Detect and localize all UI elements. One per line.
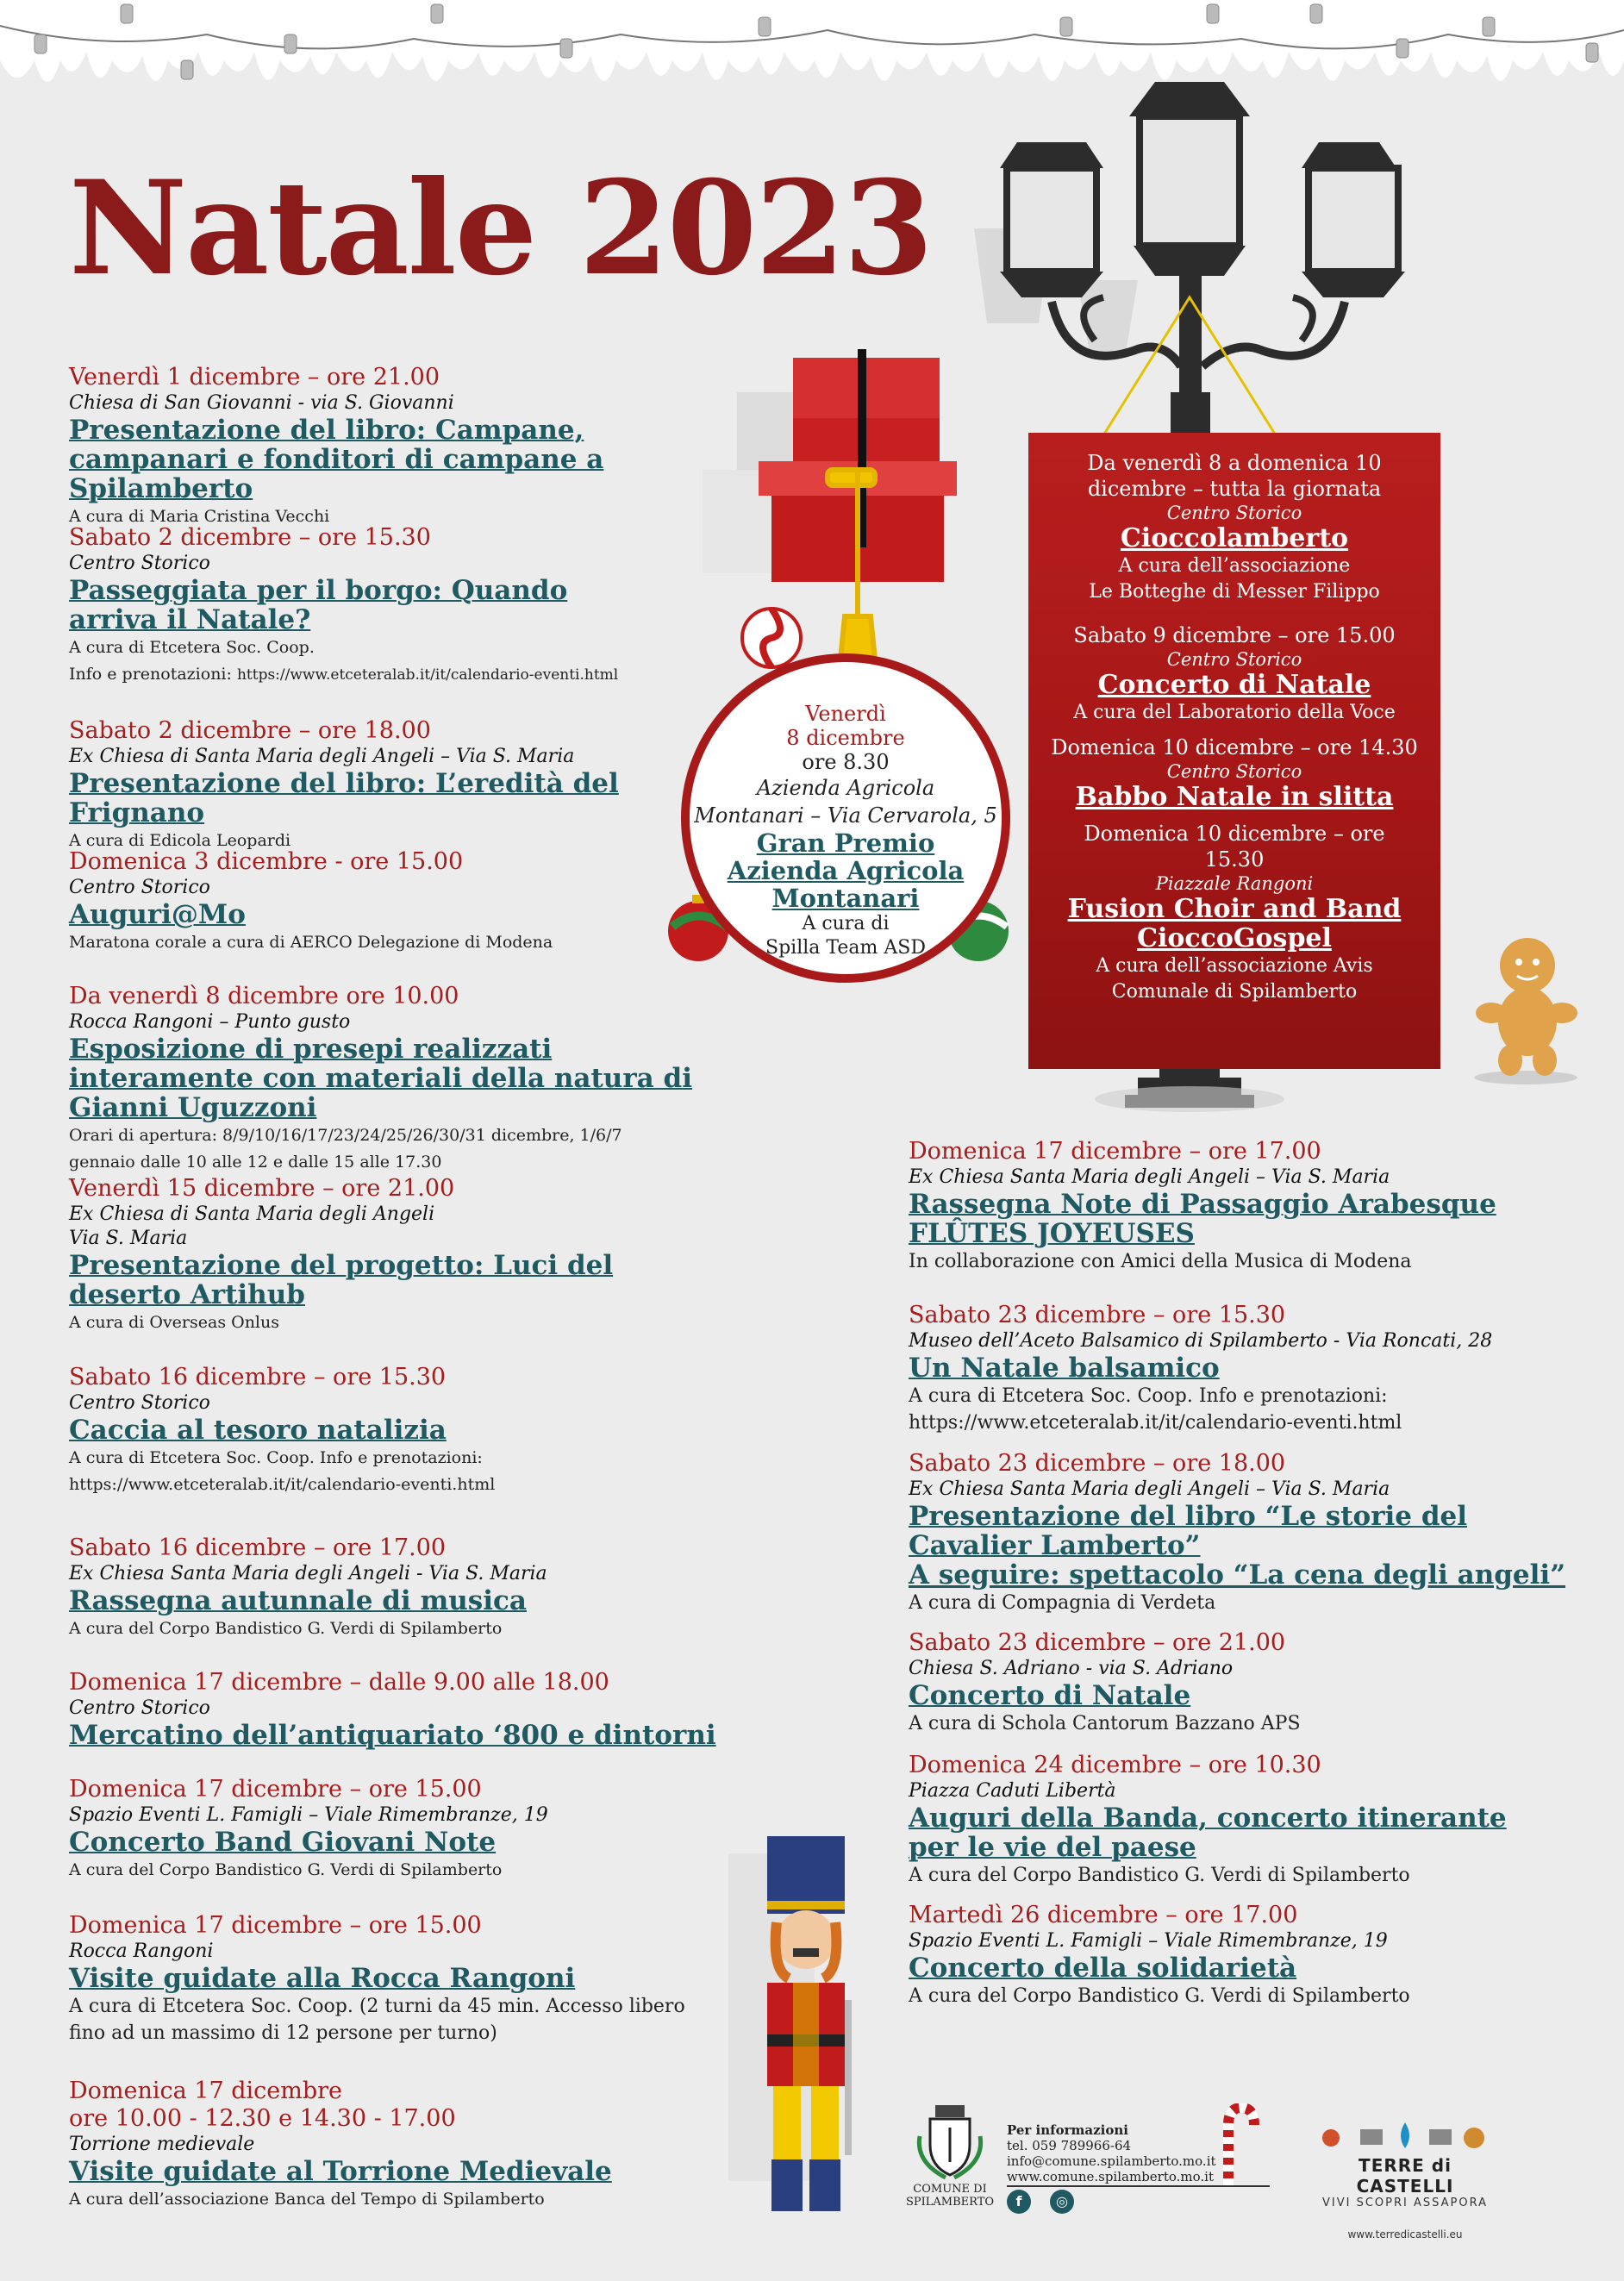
event-left-9	[69, 1669, 724, 1750]
event-location-street: Via S. Maria	[69, 1228, 188, 1249]
event-title-link[interactable]: Fusion Choir and Band CioccoGospel	[1067, 894, 1402, 953]
event-title-link[interactable]: Presentazione del libro: Campane, campanari e fonditori di campane a Spilamberto	[69, 415, 604, 504]
red-event-3	[1028, 734, 1440, 812]
event-title-link[interactable]: Concerto della solidarietà	[909, 1953, 1297, 1984]
comune-name: SPILAMBERTO	[905, 2196, 995, 2209]
event-day: Venerdì	[805, 702, 886, 726]
facebook-icon[interactable]: f	[1007, 2190, 1031, 2214]
red-events-panel	[1028, 433, 1440, 1069]
red-event-1	[1028, 450, 1440, 605]
coat-of-arms-icon	[911, 2102, 989, 2179]
event-title-link[interactable]: Presentazione del progetto: Luci del deserto Artihub	[69, 1250, 614, 1310]
comune-logo	[902, 2102, 998, 2209]
event-left-8	[69, 1534, 724, 1642]
info-url-link[interactable]: https://www.etceteralab.it/it/calendario-eventi.html	[236, 666, 619, 684]
event-location: Piazzale Rangoni	[1155, 873, 1314, 894]
event-date: Da venerdì 8 dicembre ore 10.00	[69, 983, 459, 1009]
event-title-link[interactable]: Esposizione di presepi realizzati interamente con materiali della natura di Gianni Uguzzoni	[69, 1034, 693, 1123]
info-url-link[interactable]: https://www.etceteralab.it/it/calendario-eventi.html	[909, 1412, 1402, 1434]
event-location: Centro Storico	[69, 877, 210, 898]
event-organizer: A cura del Laboratorio della Voce	[1073, 702, 1396, 723]
event-date: Sabato 16 dicembre – ore 17.00	[69, 1534, 447, 1561]
event-location: Centro Storico	[1166, 761, 1302, 782]
event-organizer-name: Le Botteghe di Messer Filippo	[1089, 581, 1380, 603]
event-title-link[interactable]: Concerto di Natale	[909, 1680, 1191, 1711]
event-organizer-name: Comunale di Spilamberto	[1111, 981, 1358, 1003]
info-url-link[interactable]: https://www.etceteralab.it/it/calendario-eventi.html	[69, 1475, 496, 1494]
website-link[interactable]: www.comune.spilamberto.mo.it	[1007, 2169, 1214, 2184]
event-organizer: A cura del Corpo Bandistico G. Verdi di Spilamberto	[909, 1985, 1410, 2007]
event-date: Venerdì 1 dicembre – ore 21.00	[69, 364, 440, 391]
candy-cane-icon	[1211, 2103, 1263, 2190]
event-location: Centro Storico	[1166, 503, 1302, 523]
event-location: Centro Storico	[69, 1697, 210, 1719]
event-location: Chiesa di San Giovanni - via S. Giovanni	[69, 392, 454, 414]
event-date: Domenica 17 dicembre	[69, 2078, 343, 2104]
event-location: Ex Chiesa Santa Maria degli Angeli – Via S. Maria	[909, 1478, 1390, 1500]
event-organizer: A cura di Edicola Leopardi	[69, 831, 291, 850]
event-title-link[interactable]: Auguri della Banda, concerto itinerante per le vie del paese	[909, 1803, 1507, 1863]
event-date: Sabato 23 dicembre – ore 18.00	[909, 1450, 1286, 1477]
event-location: Ex Chiesa di Santa Maria degli Angeli – Via S. Maria	[69, 746, 575, 767]
event-organizer: A cura di Compagnia di Verdeta	[909, 1592, 1216, 1614]
event-organizer: Spilla Team ASD	[765, 937, 926, 959]
event-time: ore 8.30	[802, 750, 890, 774]
event-title-link[interactable]: Babbo Natale in slitta	[1075, 782, 1394, 812]
event-date: Sabato 9 dicembre – ore 15.00	[1073, 623, 1396, 647]
event-date: Domenica 17 dicembre – dalle 9.00 alle 18.00	[69, 1669, 609, 1696]
terre-tagline: VIVI SCOPRI ASSAPORA	[1322, 2197, 1488, 2209]
event-left-1	[69, 364, 741, 530]
event-organizer: A cura di Etcetera Soc. Coop. Info e prenotazioni:	[909, 1385, 1388, 1407]
event-location: Museo dell’Aceto Balsamico di Spilamberto - Via Roncati, 28	[909, 1330, 1493, 1352]
event-title-link[interactable]: Passeggiata per il borgo: Quando arriva il Natale?	[69, 575, 568, 635]
event-left-7	[69, 1364, 724, 1498]
event-location: Piazza Caduti Libertà	[909, 1780, 1116, 1802]
event-location: Ex Chiesa Santa Maria degli Angeli – Via S. Maria	[909, 1166, 1390, 1188]
event-organizer: A cura dell’associazione	[1118, 555, 1351, 577]
event-location: Centro Storico	[69, 553, 210, 574]
event-left-5	[69, 983, 724, 1176]
page-title: Natale 2023	[69, 153, 932, 304]
comune-label: COMUNE DI	[913, 2183, 987, 2196]
event-organizer: A cura di Maria Cristina Vecchi	[69, 507, 330, 526]
event-title-link[interactable]: Concerto Band Giovani Note	[69, 1827, 497, 1858]
event-date: Da venerdì 8 a domenica 10 dicembre – tutta la giornata	[1087, 451, 1382, 501]
email-link[interactable]: info@comune.spilamberto.mo.it	[1007, 2153, 1216, 2169]
terre-name: TERRE di CASTELLI	[1356, 2155, 1454, 2197]
event-left-4	[69, 848, 724, 956]
event-title-link[interactable]: Caccia al tesoro natalizia	[69, 1415, 447, 1446]
event-organizer: A cura di Overseas Onlus	[69, 1313, 279, 1332]
event-date: Domenica 17 dicembre – ore 15.00	[69, 1912, 482, 1939]
event-left-12	[69, 2078, 724, 2213]
event-right-4	[909, 1629, 1581, 1737]
event-organizer: In collaborazione con Amici della Musica di Modena	[909, 1251, 1412, 1272]
featured-event-circle	[681, 653, 1010, 983]
event-date: Domenica 17 dicembre – ore 17.00	[909, 1138, 1321, 1165]
event-date: Domenica 10 dicembre – ore 15.30	[1084, 822, 1385, 872]
event-location: Rocca Rangoni – Punto gusto	[69, 1011, 351, 1033]
nutcracker-illustration	[720, 1828, 875, 2224]
gingerbread-man-illustration	[1465, 931, 1586, 1086]
event-right-5	[909, 1752, 1564, 1889]
event-date: Domenica 17 dicembre – ore 15.00	[69, 1776, 482, 1803]
event-right-6	[909, 1902, 1581, 2009]
event-title-link[interactable]: Presentazione del libro “Le storie del Cavalier Lamberto”	[909, 1501, 1467, 1561]
event-location: Chiesa S. Adriano - via S. Adriano	[909, 1658, 1234, 1679]
terre-castelli-icons	[1319, 2121, 1491, 2152]
event-date: Sabato 2 dicembre – ore 15.30	[69, 524, 431, 551]
event-location: Rocca Rangoni	[69, 1940, 214, 1962]
event-date: Sabato 23 dicembre – ore 21.00	[909, 1629, 1286, 1656]
event-date: Domenica 10 dicembre – ore 14.30	[1051, 735, 1418, 759]
event-location: Torrione medievale	[69, 2134, 255, 2155]
event-right-2	[909, 1302, 1581, 1436]
red-event-2	[1028, 622, 1440, 726]
info-label: Per informazioni	[1007, 2122, 1128, 2138]
terre-di-castelli-logo	[1310, 2121, 1500, 2240]
event-location: Azienda Agricola	[756, 776, 935, 800]
event-date: Sabato 23 dicembre – ore 15.30	[909, 1302, 1286, 1328]
event-title-link[interactable]: Rassegna autunnale di musica	[69, 1585, 527, 1616]
event-title-link[interactable]: Mercatino dell’antiquariato ‘800 e dintorni	[69, 1720, 716, 1751]
instagram-icon[interactable]: ◎	[1050, 2190, 1074, 2214]
event-date: Sabato 16 dicembre – ore 15.30	[69, 1364, 447, 1390]
event-location: Ex Chiesa Santa Maria degli Angeli - Via S. Maria	[69, 1563, 547, 1584]
event-left-10	[69, 1776, 724, 1884]
event-title-link[interactable]: Rassegna Note di Passaggio Arabesque FLÛTES JOYEUSES	[909, 1189, 1496, 1249]
event-address: Montanari – Via Cervarola, 5	[694, 803, 997, 828]
event-right-1	[909, 1138, 1581, 1275]
event-opening-hours: Orari di apertura: 8/9/10/16/17/23/24/25/26/30/31 dicembre, 1/6/7 gennaio dalle 10 alle 12 e dalle 15 alle 17.30	[69, 1126, 622, 1172]
event-organizer: A cura di Etcetera Soc. Coop. Info e prenotazioni:	[69, 1448, 483, 1467]
event-organizer: A cura di Etcetera Soc. Coop.	[69, 638, 315, 657]
event-date: Venerdì 15 dicembre – ore 21.00	[69, 1175, 455, 1202]
event-followup-link[interactable]: A seguire: spettacolo “La cena degli angeli”	[909, 1559, 1566, 1590]
event-organizer: A cura dell’associazione Banca del Tempo di Spilamberto	[69, 2190, 545, 2209]
event-organizer: A cura dell’associazione Avis	[1096, 955, 1373, 977]
event-title-link[interactable]: Un Natale balsamico	[909, 1353, 1220, 1384]
event-title-link[interactable]: Auguri@Mo	[69, 899, 246, 930]
event-organizer: A cura di Schola Cantorum Bazzano APS	[909, 1713, 1301, 1734]
event-title-link[interactable]: Visite guidate alla Rocca Rangoni	[69, 1963, 576, 1994]
event-location: Centro Storico	[69, 1392, 210, 1414]
event-time: ore 10.00 - 12.30 e 14.30 - 17.00	[69, 2105, 456, 2132]
event-title-link[interactable]: Concerto di Natale	[1097, 670, 1371, 700]
event-left-6	[69, 1175, 724, 1336]
event-left-3	[69, 717, 724, 854]
event-location: Ex Chiesa di Santa Maria degli Angeli	[69, 1203, 435, 1225]
event-organizer: A cura del Corpo Bandistico G. Verdi di Spilamberto	[69, 1619, 503, 1638]
event-right-3	[909, 1450, 1581, 1616]
event-title-link[interactable]: Presentazione del libro: L’eredità del Frignano	[69, 768, 619, 828]
event-date: Martedì 26 dicembre – ore 17.00	[909, 1902, 1298, 1928]
contact-info	[1007, 2122, 1216, 2184]
event-left-11	[69, 1912, 707, 2047]
event-organizer: A cura del Corpo Bandistico G. Verdi di Spilamberto	[909, 1865, 1410, 1886]
event-location: Spazio Eventi L. Famigli – Viale Rimembranze, 19	[909, 1930, 1388, 1952]
event-title-link[interactable]: Gran Premio Azienda Agricola Montanari	[727, 828, 965, 913]
event-date: Domenica 3 dicembre - ore 15.00	[69, 848, 464, 875]
event-title-link[interactable]: Visite guidate al Torrione Medievale	[69, 2156, 612, 2187]
event-date: 8 dicembre	[786, 726, 905, 750]
info-label: Info e prenotazioni:	[69, 665, 237, 684]
event-info	[69, 661, 724, 689]
event-location: Spazio Eventi L. Famigli – Viale Rimembranze, 19	[69, 1804, 548, 1826]
event-organizer: A cura di Etcetera Soc. Coop. (2 turni da 45 min. Accesso libero fino ad un massimo di 12 persone per turno)	[69, 1996, 685, 2044]
event-organizer: A cura del Corpo Bandistico G. Verdi di Spilamberto	[69, 1860, 503, 1879]
red-event-4	[1028, 821, 1440, 1005]
event-organizer: Maratona corale a cura di AERCO Delegazione di Modena	[69, 933, 553, 952]
event-date: Domenica 24 dicembre – ore 10.30	[909, 1752, 1321, 1778]
phone-number[interactable]: tel. 059 789966-64	[1007, 2138, 1132, 2153]
event-title-link[interactable]: Cioccolamberto	[1120, 523, 1349, 553]
event-date: Sabato 2 dicembre – ore 18.00	[69, 717, 431, 744]
event-left-2	[69, 524, 724, 689]
terre-website-link[interactable]: www.terredicastelli.eu	[1347, 2228, 1463, 2240]
event-location: Centro Storico	[1166, 649, 1302, 670]
event-organizer-label: A cura di	[802, 913, 890, 934]
